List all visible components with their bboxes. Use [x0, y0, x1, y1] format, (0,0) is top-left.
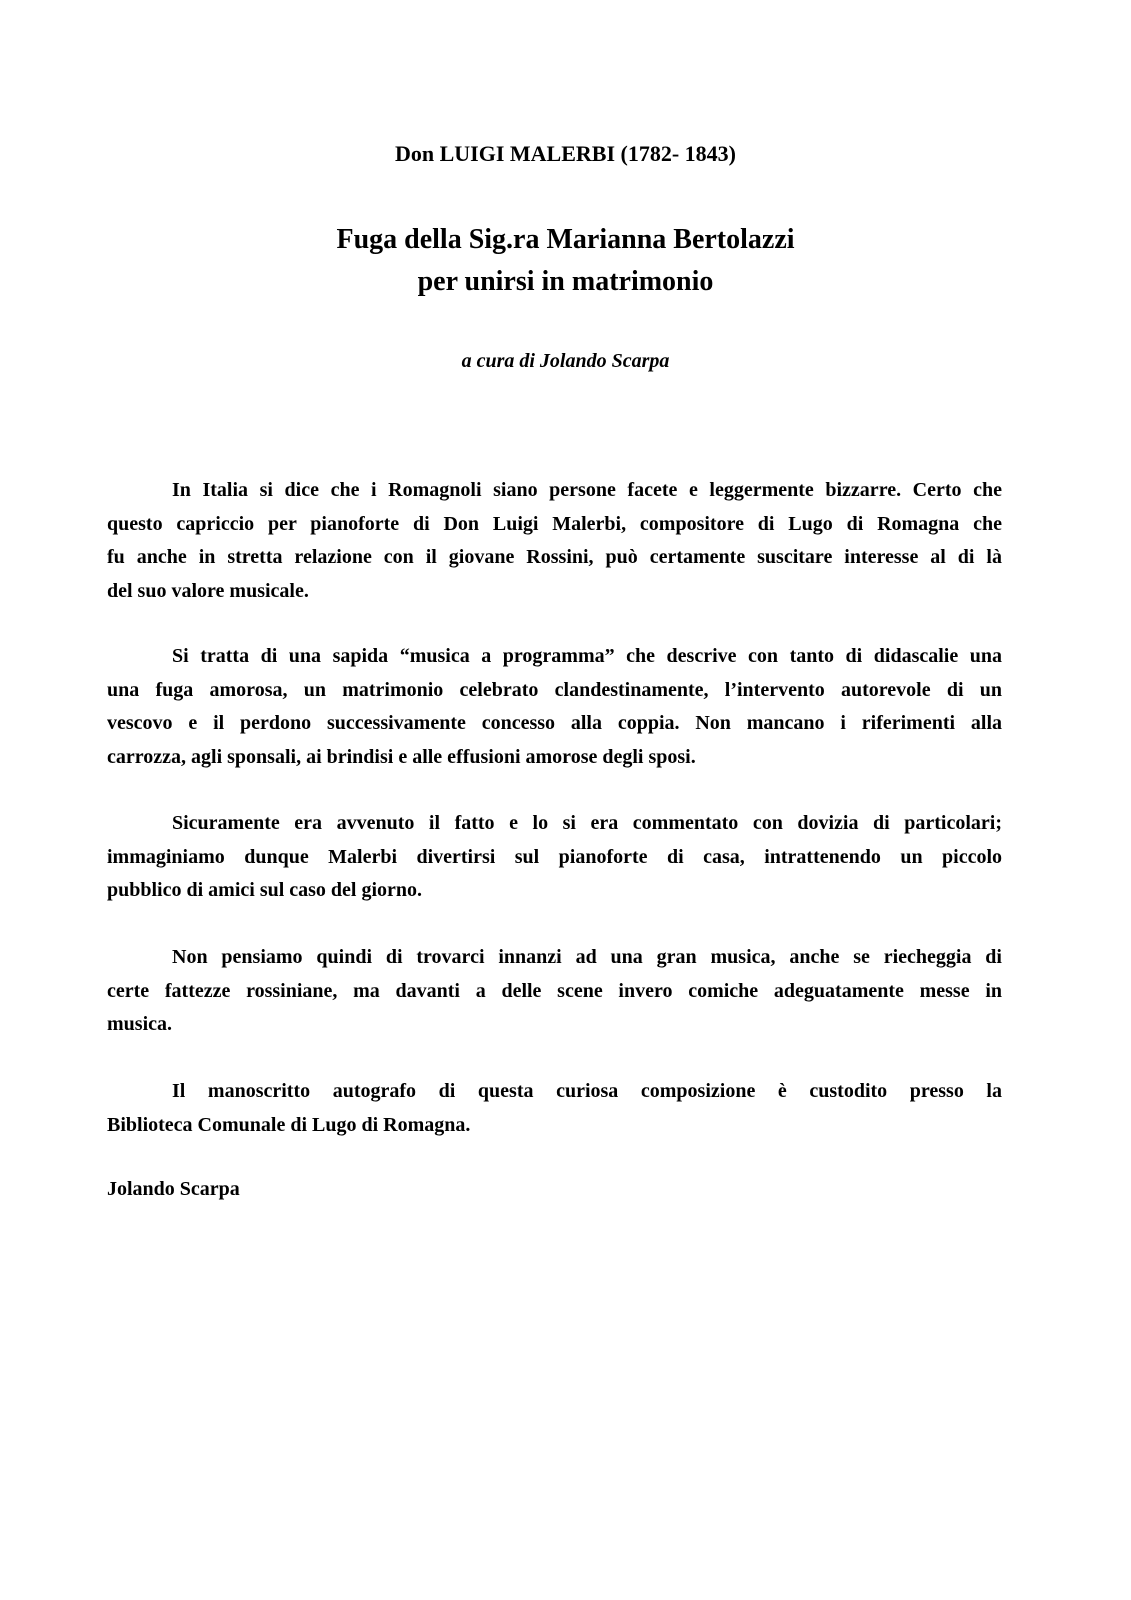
title-line-1: Fuga della Sig.ra Marianna Bertolazzi	[336, 224, 795, 255]
paragraph-line: questo capriccio per pianoforte di Don Luigi Malerbi, compositore di Lugo di Romagna che	[107, 512, 1002, 535]
paragraph-line: carrozza, agli sponsali, ai brindisi e alle effusioni amorose degli sposi.	[107, 745, 696, 768]
paragraph-line: del suo valore musicale.	[107, 579, 309, 602]
paragraph-line: Non pensiamo quindi di trovarci innanzi ad una gran musica, anche se riecheggia di	[172, 946, 1002, 968]
paragraph-line: Si tratta di una sapida “musica a programma” che descrive con tanto di didascalie una	[172, 645, 1002, 667]
paragraph-line: una fuga amorosa, un matrimonio celebrato clandestinamente, l’intervento autorevole di un	[107, 678, 1002, 701]
paragraph	[107, 1075, 1002, 1142]
paragraph-line: Il manoscritto autografo di questa curiosa composizione è custodito presso la	[172, 1080, 1002, 1102]
paragraph	[107, 640, 1002, 774]
paragraph-line: vescovo e il perdono successivamente concesso alla coppia. Non mancano i riferimenti alla	[107, 712, 1002, 734]
paragraph-line: certe fattezze rossiniane, ma davanti a delle scene invero comiche adeguatamente messe in	[107, 979, 1002, 1002]
document-title	[0, 219, 1131, 303]
paragraph-line: immaginiamo dunque Malerbi divertirsi sul pianoforte di casa, intrattenendo un piccolo	[107, 845, 1002, 868]
composer-heading: Don LUIGI MALERBI (1782- 1843)	[394, 141, 737, 166]
paragraph-line: Sicuramente era avvenuto il fatto e lo si era commentato con dovizia di particolari;	[172, 812, 1002, 834]
paragraph-line: musica.	[107, 1013, 172, 1035]
paragraph	[107, 474, 1002, 608]
paragraph	[107, 807, 1002, 908]
paragraph-line: pubblico di amici sul caso del giorno.	[107, 879, 423, 901]
paragraph-line: Biblioteca Comunale di Lugo di Romagna.	[107, 1113, 471, 1136]
paragraph-line: In Italia si dice che i Romagnoli siano persone facete e leggermente bizzarre. Certo che	[172, 479, 1002, 501]
title-line-2: per unirsi in matrimonio	[417, 266, 714, 297]
paragraph	[107, 941, 1002, 1042]
editor-credit: a cura di Jolando Scarpa	[461, 350, 670, 372]
paragraph-line: fu anche in stretta relazione con il giovane Rossini, può certamente suscitare interesse al di là	[107, 546, 1002, 568]
signature: Jolando Scarpa	[107, 1178, 240, 1200]
